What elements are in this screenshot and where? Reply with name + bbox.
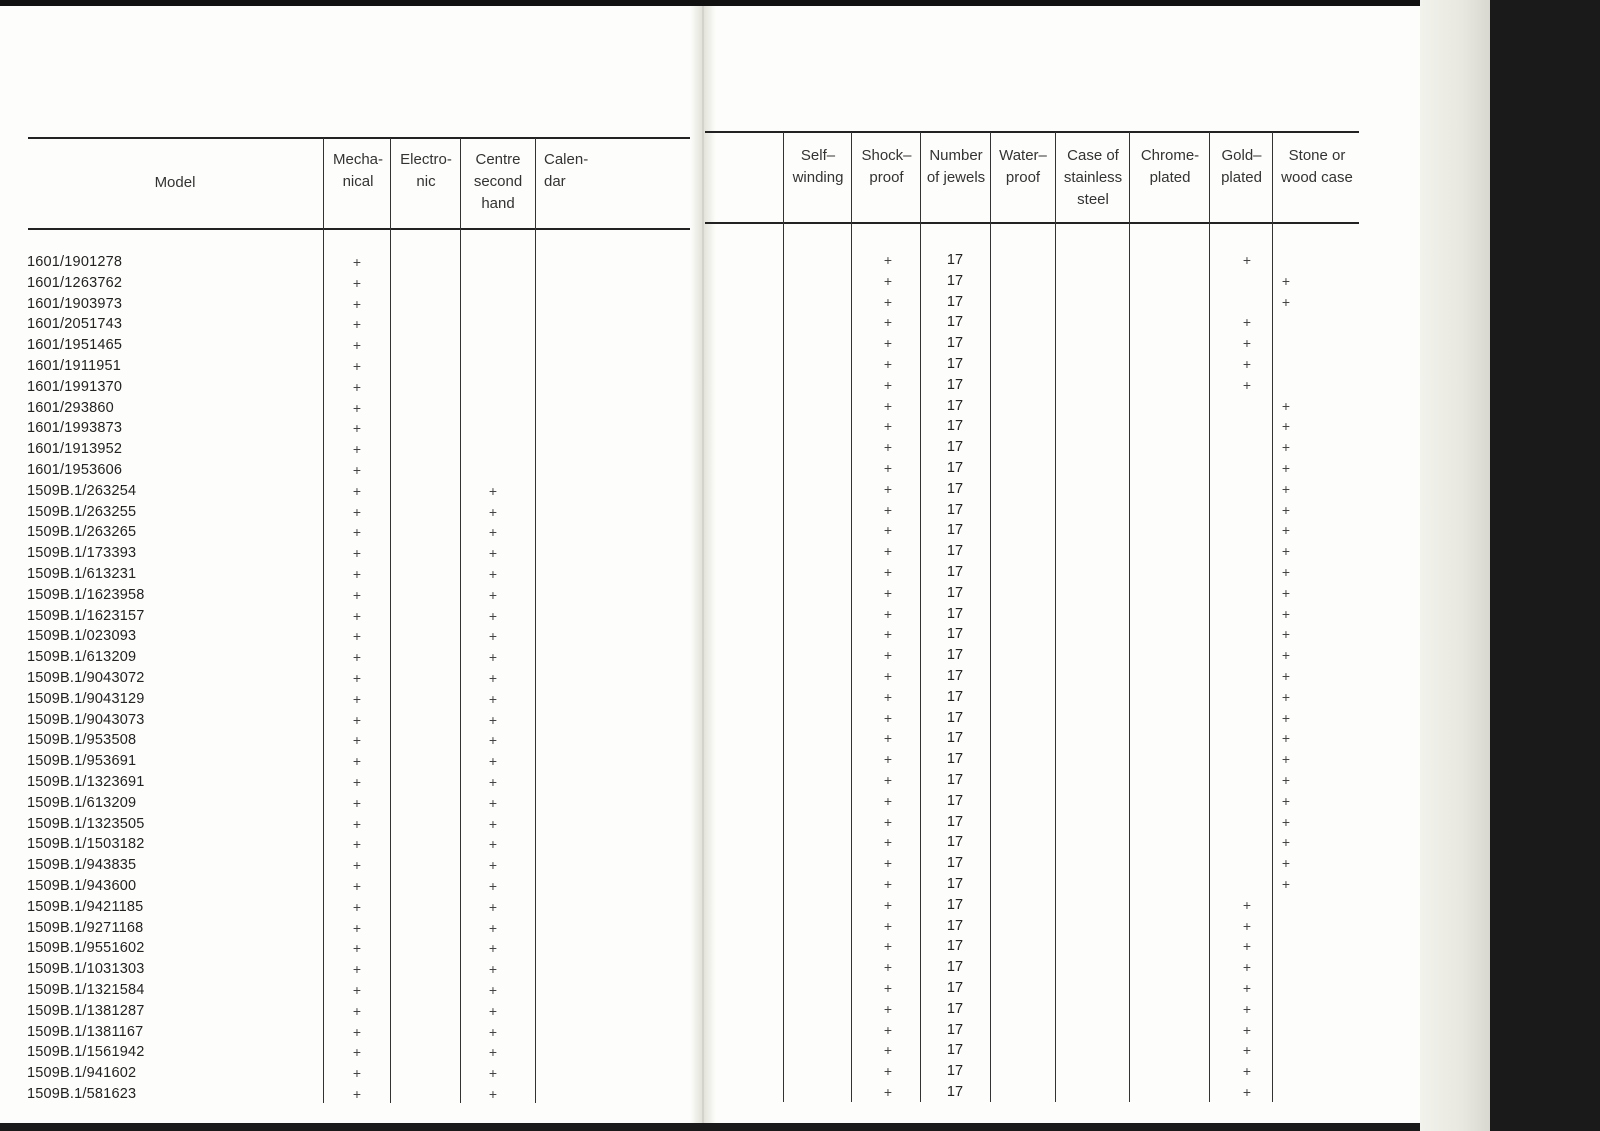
model-number: 1601/2051743 bbox=[27, 316, 123, 332]
model-number: 1601/1913952 bbox=[27, 441, 123, 457]
stone-mark: + bbox=[1281, 398, 1291, 414]
model-number: 1509B.1/173393 bbox=[27, 545, 137, 561]
mechanical-mark: + bbox=[352, 296, 362, 312]
right-col-divider bbox=[1209, 132, 1210, 1102]
mechanical-mark: + bbox=[352, 400, 362, 416]
shock-mark: + bbox=[883, 710, 893, 726]
left-header-top-rule bbox=[28, 137, 690, 139]
jewel-count: 17 bbox=[946, 834, 964, 850]
mechanical-mark: + bbox=[352, 795, 362, 811]
jewel-count: 17 bbox=[946, 502, 964, 518]
left-col-divider bbox=[460, 138, 461, 1103]
centre-mark: + bbox=[488, 670, 498, 686]
model-number: 1509B.1/9421185 bbox=[27, 899, 144, 915]
jewel-count: 17 bbox=[946, 793, 964, 809]
model-number: 1509B.1/613209 bbox=[27, 795, 137, 811]
header-calendar: Calen- dar bbox=[544, 151, 589, 190]
mechanical-mark: + bbox=[352, 940, 362, 956]
centre-mark: + bbox=[488, 483, 498, 499]
jewel-count: 17 bbox=[946, 938, 964, 954]
stone-mark: + bbox=[1281, 730, 1291, 746]
shock-mark: + bbox=[883, 606, 893, 622]
jewel-count: 17 bbox=[946, 1063, 964, 1079]
gold-mark: + bbox=[1242, 1063, 1252, 1079]
jewel-count: 17 bbox=[946, 751, 964, 767]
gold-mark: + bbox=[1242, 918, 1252, 934]
shock-mark: + bbox=[883, 938, 893, 954]
left-header-bottom-rule bbox=[28, 228, 690, 230]
shock-mark: + bbox=[883, 335, 893, 351]
left-col-divider bbox=[323, 138, 324, 1103]
shock-mark: + bbox=[883, 502, 893, 518]
jewel-count: 17 bbox=[946, 294, 964, 310]
centre-mark: + bbox=[488, 795, 498, 811]
model-number: 1601/1993873 bbox=[27, 420, 123, 436]
mechanical-mark: + bbox=[352, 816, 362, 832]
centre-mark: + bbox=[488, 628, 498, 644]
model-number: 1601/293860 bbox=[27, 400, 114, 416]
stone-mark: + bbox=[1281, 772, 1291, 788]
model-number: 1509B.1/263255 bbox=[27, 504, 137, 520]
stone-mark: + bbox=[1281, 876, 1291, 892]
shock-mark: + bbox=[883, 1001, 893, 1017]
header-electronic: Electro- nic bbox=[400, 151, 452, 190]
left-col-divider bbox=[535, 138, 536, 1103]
stone-mark: + bbox=[1281, 668, 1291, 684]
shock-mark: + bbox=[883, 522, 893, 538]
centre-mark: + bbox=[488, 774, 498, 790]
shock-mark: + bbox=[883, 689, 893, 705]
centre-mark: + bbox=[488, 608, 498, 624]
jewel-count: 17 bbox=[946, 689, 964, 705]
centre-mark: + bbox=[488, 1044, 498, 1060]
stone-mark: + bbox=[1281, 418, 1291, 434]
model-number: 1601/1991370 bbox=[27, 379, 123, 395]
mechanical-mark: + bbox=[352, 379, 362, 395]
gold-mark: + bbox=[1242, 356, 1252, 372]
stone-mark: + bbox=[1281, 543, 1291, 559]
mechanical-mark: + bbox=[352, 1065, 362, 1081]
stone-mark: + bbox=[1281, 834, 1291, 850]
centre-mark: + bbox=[488, 816, 498, 832]
header-mechanical: Mecha- nical bbox=[332, 151, 384, 190]
jewel-count: 17 bbox=[946, 273, 964, 289]
model-number: 1509B.1/1623958 bbox=[27, 587, 145, 603]
gold-mark: + bbox=[1242, 252, 1252, 268]
shock-mark: + bbox=[883, 918, 893, 934]
gold-mark: + bbox=[1242, 1042, 1252, 1058]
jewel-count: 17 bbox=[946, 252, 964, 268]
model-number: 1509B.1/1503182 bbox=[27, 836, 145, 852]
shock-mark: + bbox=[883, 959, 893, 975]
jewel-count: 17 bbox=[946, 897, 964, 913]
mechanical-mark: + bbox=[352, 608, 362, 624]
shock-mark: + bbox=[883, 252, 893, 268]
centre-mark: + bbox=[488, 1065, 498, 1081]
jewel-count: 17 bbox=[946, 1001, 964, 1017]
model-number: 1509B.1/9043073 bbox=[27, 712, 145, 728]
model-number: 1509B.1/1031303 bbox=[27, 961, 145, 977]
page-edge-strip bbox=[1420, 0, 1490, 1131]
left-col-divider bbox=[390, 138, 391, 1103]
centre-mark: + bbox=[488, 712, 498, 728]
centre-mark: + bbox=[488, 691, 498, 707]
mechanical-mark: + bbox=[352, 1044, 362, 1060]
mechanical-mark: + bbox=[352, 337, 362, 353]
stone-mark: + bbox=[1281, 647, 1291, 663]
stone-mark: + bbox=[1281, 502, 1291, 518]
gold-mark: + bbox=[1242, 959, 1252, 975]
mechanical-mark: + bbox=[352, 462, 362, 478]
gold-mark: + bbox=[1242, 980, 1252, 996]
jewel-count: 17 bbox=[946, 668, 964, 684]
jewel-count: 17 bbox=[946, 356, 964, 372]
model-number: 1601/1911951 bbox=[27, 358, 122, 374]
model-number: 1509B.1/953508 bbox=[27, 732, 137, 748]
shock-mark: + bbox=[883, 543, 893, 559]
stone-mark: + bbox=[1281, 626, 1291, 642]
shock-mark: + bbox=[883, 439, 893, 455]
shock-mark: + bbox=[883, 398, 893, 414]
header-centre-second-hand: Centre second hand bbox=[473, 151, 523, 212]
mechanical-mark: + bbox=[352, 982, 362, 998]
jewel-count: 17 bbox=[946, 876, 964, 892]
right-col-divider bbox=[920, 132, 921, 1102]
model-number: 1509B.1/613209 bbox=[27, 649, 137, 665]
mechanical-mark: + bbox=[352, 587, 362, 603]
model-number: 1509B.1/613231 bbox=[27, 566, 137, 582]
right-header-top-rule bbox=[705, 131, 1359, 133]
model-number: 1509B.1/953691 bbox=[27, 753, 137, 769]
jewel-count: 17 bbox=[946, 730, 964, 746]
mechanical-mark: + bbox=[352, 254, 362, 270]
shock-mark: + bbox=[883, 294, 893, 310]
jewel-count: 17 bbox=[946, 564, 964, 580]
stone-mark: + bbox=[1281, 606, 1291, 622]
shock-mark: + bbox=[883, 980, 893, 996]
stone-mark: + bbox=[1281, 439, 1291, 455]
jewel-count: 17 bbox=[946, 980, 964, 996]
jewel-count: 17 bbox=[946, 314, 964, 330]
jewel-count: 17 bbox=[946, 959, 964, 975]
centre-mark: + bbox=[488, 1003, 498, 1019]
mechanical-mark: + bbox=[352, 441, 362, 457]
gold-mark: + bbox=[1242, 1084, 1252, 1100]
centre-mark: + bbox=[488, 940, 498, 956]
model-number: 1509B.1/943600 bbox=[27, 878, 137, 894]
jewel-count: 17 bbox=[946, 710, 964, 726]
centre-mark: + bbox=[488, 649, 498, 665]
centre-mark: + bbox=[488, 961, 498, 977]
mechanical-mark: + bbox=[352, 878, 362, 894]
shock-mark: + bbox=[883, 834, 893, 850]
model-number: 1509B.1/1381287 bbox=[27, 1003, 145, 1019]
gold-mark: + bbox=[1242, 938, 1252, 954]
gold-mark: + bbox=[1242, 1022, 1252, 1038]
mechanical-mark: + bbox=[352, 836, 362, 852]
centre-mark: + bbox=[488, 545, 498, 561]
mechanical-mark: + bbox=[352, 920, 362, 936]
mechanical-mark: + bbox=[352, 857, 362, 873]
jewel-count: 17 bbox=[946, 626, 964, 642]
model-number: 1509B.1/023093 bbox=[27, 628, 137, 644]
model-number: 1601/1953606 bbox=[27, 462, 123, 478]
mechanical-mark: + bbox=[352, 732, 362, 748]
model-number: 1601/1901278 bbox=[27, 254, 123, 270]
jewel-count: 17 bbox=[946, 1042, 964, 1058]
jewel-count: 17 bbox=[946, 772, 964, 788]
centre-mark: + bbox=[488, 982, 498, 998]
shock-mark: + bbox=[883, 418, 893, 434]
model-number: 1509B.1/263265 bbox=[27, 524, 137, 540]
stone-mark: + bbox=[1281, 585, 1291, 601]
mechanical-mark: + bbox=[352, 1003, 362, 1019]
shock-mark: + bbox=[883, 1084, 893, 1100]
model-number: 1509B.1/1323505 bbox=[27, 816, 145, 832]
gold-mark: + bbox=[1242, 897, 1252, 913]
stone-mark: + bbox=[1281, 481, 1291, 497]
centre-mark: + bbox=[488, 732, 498, 748]
mechanical-mark: + bbox=[352, 524, 362, 540]
model-number: 1509B.1/9043072 bbox=[27, 670, 145, 686]
jewel-count: 17 bbox=[946, 1022, 964, 1038]
stone-mark: + bbox=[1281, 460, 1291, 476]
shock-mark: + bbox=[883, 876, 893, 892]
model-number: 1509B.1/1381167 bbox=[27, 1024, 144, 1040]
centre-mark: + bbox=[488, 524, 498, 540]
centre-mark: + bbox=[488, 1086, 498, 1102]
jewel-count: 17 bbox=[946, 606, 964, 622]
gold-mark: + bbox=[1242, 377, 1252, 393]
stone-mark: + bbox=[1281, 855, 1291, 871]
model-number: 1509B.1/943835 bbox=[27, 857, 137, 873]
mechanical-mark: + bbox=[352, 420, 362, 436]
mechanical-mark: + bbox=[352, 275, 362, 291]
shock-mark: + bbox=[883, 585, 893, 601]
jewel-count: 17 bbox=[946, 918, 964, 934]
right-col-divider bbox=[1129, 132, 1130, 1102]
model-number: 1601/1951465 bbox=[27, 337, 123, 353]
gold-mark: + bbox=[1242, 335, 1252, 351]
centre-mark: + bbox=[488, 878, 498, 894]
mechanical-mark: + bbox=[352, 753, 362, 769]
shock-mark: + bbox=[883, 814, 893, 830]
mechanical-mark: + bbox=[352, 545, 362, 561]
mechanical-mark: + bbox=[352, 358, 362, 374]
mechanical-mark: + bbox=[352, 566, 362, 582]
centre-mark: + bbox=[488, 836, 498, 852]
right-col-divider bbox=[990, 132, 991, 1102]
stone-mark: + bbox=[1281, 793, 1291, 809]
jewel-count: 17 bbox=[946, 460, 964, 476]
model-number: 1601/1903973 bbox=[27, 296, 123, 312]
stone-mark: + bbox=[1281, 522, 1291, 538]
stone-mark: + bbox=[1281, 689, 1291, 705]
mechanical-mark: + bbox=[352, 961, 362, 977]
stone-mark: + bbox=[1281, 751, 1291, 767]
right-col-divider bbox=[851, 132, 852, 1102]
model-number: 1509B.1/581623 bbox=[27, 1086, 137, 1102]
stone-mark: + bbox=[1281, 814, 1291, 830]
shock-mark: + bbox=[883, 1022, 893, 1038]
centre-mark: + bbox=[488, 753, 498, 769]
right-header-bottom-rule bbox=[705, 222, 1359, 224]
mechanical-mark: + bbox=[352, 712, 362, 728]
jewel-count: 17 bbox=[946, 335, 964, 351]
jewel-count: 17 bbox=[946, 439, 964, 455]
model-number: 1509B.1/9043129 bbox=[27, 691, 145, 707]
jewel-count: 17 bbox=[946, 814, 964, 830]
jewel-count: 17 bbox=[946, 398, 964, 414]
mechanical-mark: + bbox=[352, 504, 362, 520]
header-model: Model bbox=[154, 174, 196, 191]
shock-mark: + bbox=[883, 626, 893, 642]
shock-mark: + bbox=[883, 668, 893, 684]
mechanical-mark: + bbox=[352, 899, 362, 915]
stone-mark: + bbox=[1281, 273, 1291, 289]
mechanical-mark: + bbox=[352, 649, 362, 665]
shock-mark: + bbox=[883, 793, 893, 809]
header-shock-proof: Shock– proof bbox=[861, 147, 912, 186]
centre-mark: + bbox=[488, 587, 498, 603]
model-number: 1509B.1/941602 bbox=[27, 1065, 137, 1081]
mechanical-mark: + bbox=[352, 483, 362, 499]
header-number-of-jewels: Number of jewels bbox=[926, 147, 986, 186]
centre-mark: + bbox=[488, 899, 498, 915]
shock-mark: + bbox=[883, 772, 893, 788]
right-col-divider bbox=[783, 132, 784, 1102]
right-col-divider bbox=[1055, 132, 1056, 1102]
model-number: 1509B.1/1561942 bbox=[27, 1044, 145, 1060]
shock-mark: + bbox=[883, 564, 893, 580]
mechanical-mark: + bbox=[352, 691, 362, 707]
jewel-count: 17 bbox=[946, 647, 964, 663]
shock-mark: + bbox=[883, 897, 893, 913]
shock-mark: + bbox=[883, 460, 893, 476]
model-number: 1601/1263762 bbox=[27, 275, 123, 291]
jewel-count: 17 bbox=[946, 585, 964, 601]
centre-mark: + bbox=[488, 504, 498, 520]
mechanical-mark: + bbox=[352, 316, 362, 332]
model-number: 1509B.1/263254 bbox=[27, 483, 137, 499]
header-case-stainless-steel: Case of stainless steel bbox=[1063, 147, 1123, 208]
mechanical-mark: + bbox=[352, 628, 362, 644]
shock-mark: + bbox=[883, 647, 893, 663]
mechanical-mark: + bbox=[352, 774, 362, 790]
centre-mark: + bbox=[488, 857, 498, 873]
book-gutter bbox=[690, 6, 716, 1123]
centre-mark: + bbox=[488, 1024, 498, 1040]
header-chrome-plated: Chrome- plated bbox=[1140, 147, 1200, 186]
shock-mark: + bbox=[883, 751, 893, 767]
stone-mark: + bbox=[1281, 564, 1291, 580]
jewel-count: 17 bbox=[946, 377, 964, 393]
shock-mark: + bbox=[883, 1063, 893, 1079]
header-stone-wood-case: Stone or wood case bbox=[1281, 147, 1353, 186]
model-number: 1509B.1/1321584 bbox=[27, 982, 145, 998]
jewel-count: 17 bbox=[946, 855, 964, 871]
gold-mark: + bbox=[1242, 1001, 1252, 1017]
model-number: 1509B.1/9271168 bbox=[27, 920, 144, 936]
mechanical-mark: + bbox=[352, 1086, 362, 1102]
shock-mark: + bbox=[883, 481, 893, 497]
header-water-proof: Water– proof bbox=[999, 147, 1047, 186]
right-col-divider bbox=[1272, 132, 1273, 1102]
shock-mark: + bbox=[883, 730, 893, 746]
gold-mark: + bbox=[1242, 314, 1252, 330]
model-number: 1509B.1/9551602 bbox=[27, 940, 145, 956]
shock-mark: + bbox=[883, 377, 893, 393]
jewel-count: 17 bbox=[946, 1084, 964, 1100]
model-number: 1509B.1/1623157 bbox=[27, 608, 145, 624]
mechanical-mark: + bbox=[352, 670, 362, 686]
shock-mark: + bbox=[883, 855, 893, 871]
header-gold-plated: Gold– plated bbox=[1221, 147, 1262, 186]
jewel-count: 17 bbox=[946, 522, 964, 538]
model-number: 1509B.1/1323691 bbox=[27, 774, 145, 790]
jewel-count: 17 bbox=[946, 418, 964, 434]
centre-mark: + bbox=[488, 566, 498, 582]
shock-mark: + bbox=[883, 1042, 893, 1058]
stone-mark: + bbox=[1281, 294, 1291, 310]
shock-mark: + bbox=[883, 314, 893, 330]
jewel-count: 17 bbox=[946, 481, 964, 497]
jewel-count: 17 bbox=[946, 543, 964, 559]
mechanical-mark: + bbox=[352, 1024, 362, 1040]
shock-mark: + bbox=[883, 356, 893, 372]
centre-mark: + bbox=[488, 920, 498, 936]
header-self-winding: Self– winding bbox=[792, 147, 844, 186]
shock-mark: + bbox=[883, 273, 893, 289]
stone-mark: + bbox=[1281, 710, 1291, 726]
